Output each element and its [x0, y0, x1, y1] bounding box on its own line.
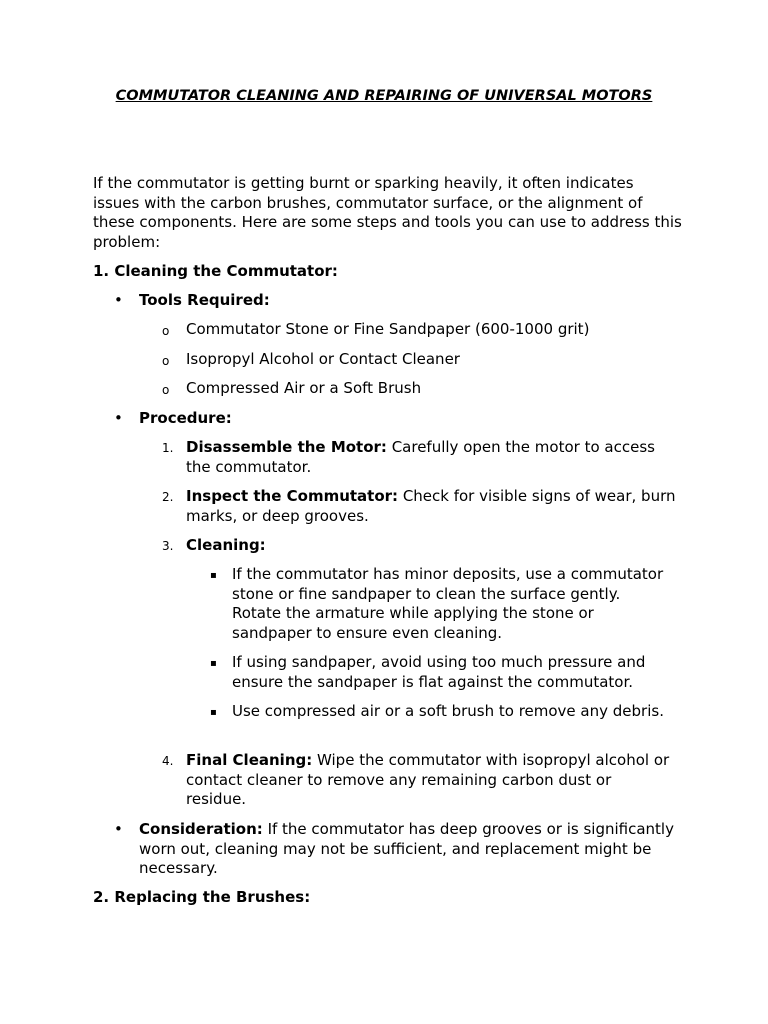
circle-marker: o	[162, 354, 170, 368]
cleaning-item	[210, 702, 672, 722]
tool-item-text: Isopropyl Alcohol or Contact Cleaner	[186, 350, 460, 368]
tool-item	[162, 350, 676, 370]
document-title: COMMUTATOR CLEANING AND REPAIRING OF UNIVERSAL MOTORS	[115, 88, 653, 104]
step-text: Carefully open the motor to access the commutator.	[186, 438, 655, 476]
step-number: 2.	[162, 490, 174, 504]
bullet-marker: •	[114, 291, 123, 309]
tool-item	[162, 320, 676, 340]
step-title: Inspect the Commutator:	[186, 487, 399, 505]
procedure-step	[162, 751, 676, 810]
section-2-heading: 2. Replacing the Brushes:	[93, 888, 311, 906]
intro-paragraph: If the commutator is getting burnt or sparking heavily, it often indicates issues with the carbon brushes, commutator surface, or the alignment of these components. Here are some steps and tools you can use to address this problem:	[93, 174, 682, 251]
procedure-step	[162, 438, 676, 477]
bullet-marker: •	[114, 820, 123, 838]
cleaning-item	[210, 653, 672, 692]
step-number: 1.	[162, 441, 174, 455]
step-title: Final Cleaning:	[186, 751, 313, 769]
cleaning-item	[210, 565, 672, 643]
consideration-text: If the commutator has deep grooves or is significantly worn out, cleaning may not be sufficient, and replacement might be necessary.	[139, 820, 674, 877]
consideration-item	[114, 820, 679, 879]
tools-required-item	[114, 291, 679, 311]
tool-item-text: Commutator Stone or Fine Sandpaper (600-1000 grit)	[186, 320, 590, 338]
consideration-label: Consideration:	[139, 820, 263, 838]
bullet-marker: •	[114, 409, 123, 427]
step-number: 3.	[162, 539, 174, 553]
square-marker: ▪	[210, 658, 217, 669]
procedure-step	[162, 487, 676, 526]
step-number: 4.	[162, 754, 174, 768]
step-title: Disassemble the Motor:	[186, 438, 387, 456]
cleaning-item-text: If using sandpaper, avoid using too much pressure and ensure the sandpaper is flat against the commutator.	[232, 653, 646, 691]
square-marker: ▪	[210, 707, 217, 718]
section-1-heading: 1. Cleaning the Commutator:	[93, 262, 338, 280]
cleaning-item-text: If the commutator has minor deposits, use a commutator stone or fine sandpaper to clean the surface gently. Rotate the armature while applying the stone or sandpaper to ensure even cleaning.	[232, 565, 664, 642]
circle-marker: o	[162, 324, 170, 338]
tool-item	[162, 379, 676, 399]
procedure-step	[162, 536, 676, 556]
step-text: Wipe the commutator with isopropyl alcohol or contact cleaner to remove any remaining carbon dust or residue.	[186, 751, 670, 808]
step-text: Check for visible signs of wear, burn marks, or deep grooves.	[186, 487, 676, 525]
square-marker: ▪	[210, 570, 217, 581]
procedure-label: Procedure:	[139, 409, 232, 427]
step-title: Cleaning:	[186, 536, 266, 554]
procedure-item	[114, 409, 679, 429]
tool-item-text: Compressed Air or a Soft Brush	[186, 379, 422, 397]
tools-required-label: Tools Required:	[139, 291, 270, 309]
cleaning-item-text: Use compressed air or a soft brush to remove any debris.	[232, 702, 664, 720]
circle-marker: o	[162, 383, 170, 397]
